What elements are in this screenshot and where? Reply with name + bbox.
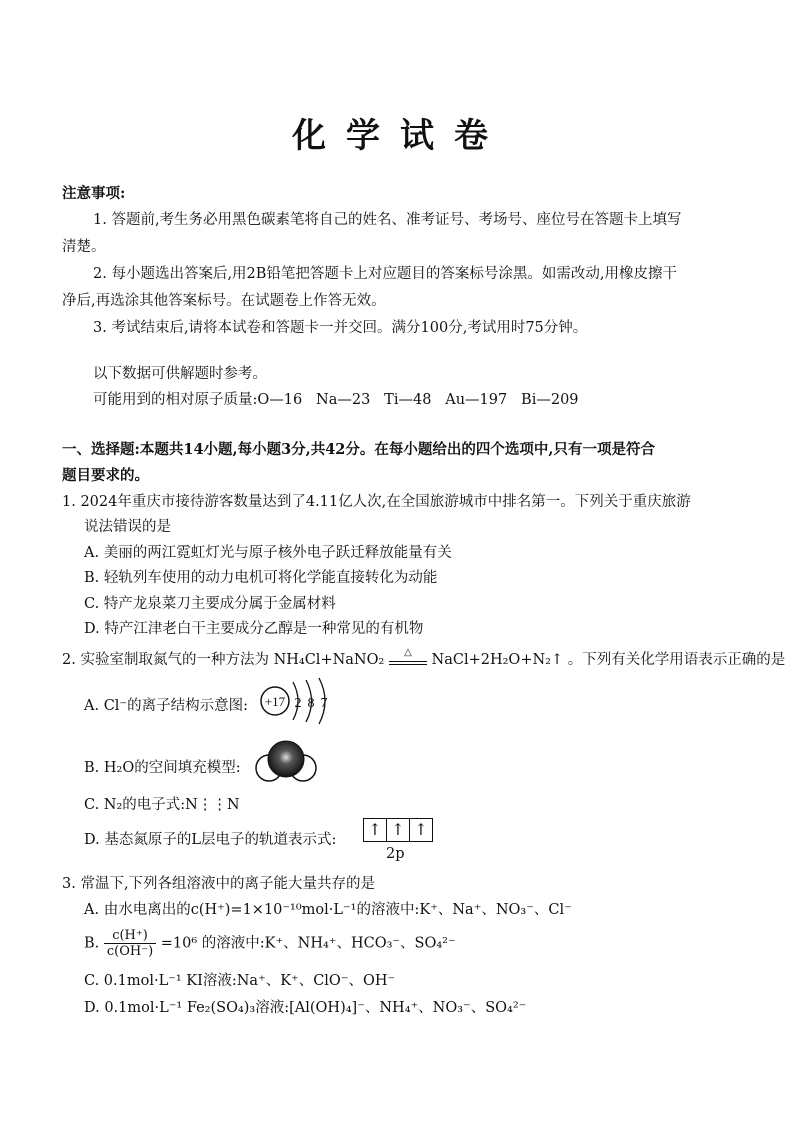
orbital-box-2: ↑ <box>387 819 410 841</box>
orbital-label: 2p <box>386 846 405 862</box>
orbital-diagram <box>363 818 433 842</box>
fraction-numerator: c(H⁺) <box>104 928 156 944</box>
question-1-option-a: A. 美丽的两江霓虹灯光与原子核外电子跃迁释放能量有关 <box>84 545 452 561</box>
reaction-condition-arrow <box>389 647 427 667</box>
question-2-stem-suffix: 。下列有关化学用语表示正确的是 <box>567 652 786 668</box>
shell-3-electrons: 7 <box>320 696 328 711</box>
reference-atomic-masses: 可能用到的相对原子质量:O—16 Na—23 Ti—48 Au—197 Bi—209 <box>93 392 579 408</box>
question-2-stem-prefix: 2. 实验室制取氮气的一种方法为 <box>62 652 269 668</box>
question-2-option-a-label: A. Cl⁻的离子结构示意图: <box>84 698 248 714</box>
question-3-option-b <box>84 928 456 959</box>
notes-heading: 注意事项: <box>62 185 126 202</box>
section-1-heading-line-2: 题目要求的。 <box>62 467 149 484</box>
notes-item-1-line-1: 1. 答题前,考生务必用黑色碳素笔将自己的姓名、准考证号、考场号、座位号在答题卡上填写 <box>93 212 682 228</box>
question-1-stem-line-2: 说法错误的是 <box>84 519 171 535</box>
page-title: 化学试卷 <box>292 116 508 156</box>
question-3-option-d: D. 0.1mol·L⁻¹ Fe₂(SO₄)₃溶液:[Al(OH)₄]⁻、NH₄⁺、NO₃⁻、SO₄²⁻ <box>84 1000 527 1016</box>
question-3-stem: 3. 常温下,下列各组溶液中的离子能大量共存的是 <box>62 876 376 892</box>
question-2-reactants: NH₄Cl+NaNO₂ <box>273 652 385 668</box>
question-3-option-c: C. 0.1mol·L⁻¹ KI溶液:Na⁺、K⁺、ClO⁻、OH⁻ <box>84 973 396 989</box>
shell-1-electrons: 2 <box>294 696 302 711</box>
question-3-option-b-prefix: B. <box>84 935 100 952</box>
question-3-option-a: A. 由水电离出的c(H⁺)=1×10⁻¹⁰mol·L⁻¹的溶液中:K⁺、Na⁺、NO₃⁻、Cl⁻ <box>84 902 572 918</box>
fraction-denominator: c(OH⁻) <box>106 944 154 959</box>
question-1-option-c: C. 特产龙泉菜刀主要成分属于金属材料 <box>84 596 336 612</box>
question-2-option-d-label: D. 基态氮原子的L层电子的轨道表示式: <box>84 832 337 848</box>
reference-line-1: 以下数据可供解题时参考。 <box>93 366 267 382</box>
water-space-filling-model <box>254 738 318 784</box>
question-1-stem-line-1: 1. 2024年重庆市接待游客数量达到了4.11亿人次,在全国旅游城市中排名第一。下列关于重庆旅游 <box>62 494 691 510</box>
question-1-option-d: D. 特产江津老白干主要成分乙醇是一种常见的有机物 <box>84 621 424 637</box>
question-3-option-b-suffix: =10⁶ 的溶液中:K⁺、NH₄⁺、HCO₃⁻、SO₄²⁻ <box>160 935 456 952</box>
question-2-products: NaCl+2H₂O+N₂↑ <box>431 652 564 668</box>
shell-2-electrons: 8 <box>307 696 315 711</box>
notes-item-2-line-2: 净后,再选涂其他答案标号。在试题卷上作答无效。 <box>62 293 386 309</box>
concentration-ratio-fraction <box>104 928 156 959</box>
orbital-box-1: ↑ <box>364 819 387 841</box>
notes-item-1-line-2: 清楚。 <box>62 239 106 255</box>
question-2-option-c: C. N₂的电子式:N⋮⋮N <box>84 797 240 813</box>
notes-item-2-line-1: 2. 每小题选出答案后,用2B铅笔把答题卡上对应题目的答案标号涂黑。如需改动,用橡皮擦干 <box>93 266 678 282</box>
orbital-boxes <box>363 818 433 842</box>
notes-item-3: 3. 考试结束后,请将本试卷和答题卡一并交回。满分100分,考试用时75分钟。 <box>93 320 588 336</box>
heat-condition: △ <box>404 647 412 658</box>
question-2-stem <box>62 648 785 669</box>
question-1-option-b: B. 轻轨列车使用的动力电机可将化学能直接转化为动能 <box>84 570 438 586</box>
question-2-option-b-label: B. H₂O的空间填充模型: <box>84 760 241 776</box>
section-1-heading-line-1: 一、选择题:本题共14小题,每小题3分,共42分。在每小题给出的四个选项中,只有一项是符合 <box>62 441 655 458</box>
chloride-ion-structure-diagram <box>258 676 338 726</box>
nucleus-charge: +17 <box>264 694 286 709</box>
orbital-box-3: ↑ <box>414 820 428 839</box>
